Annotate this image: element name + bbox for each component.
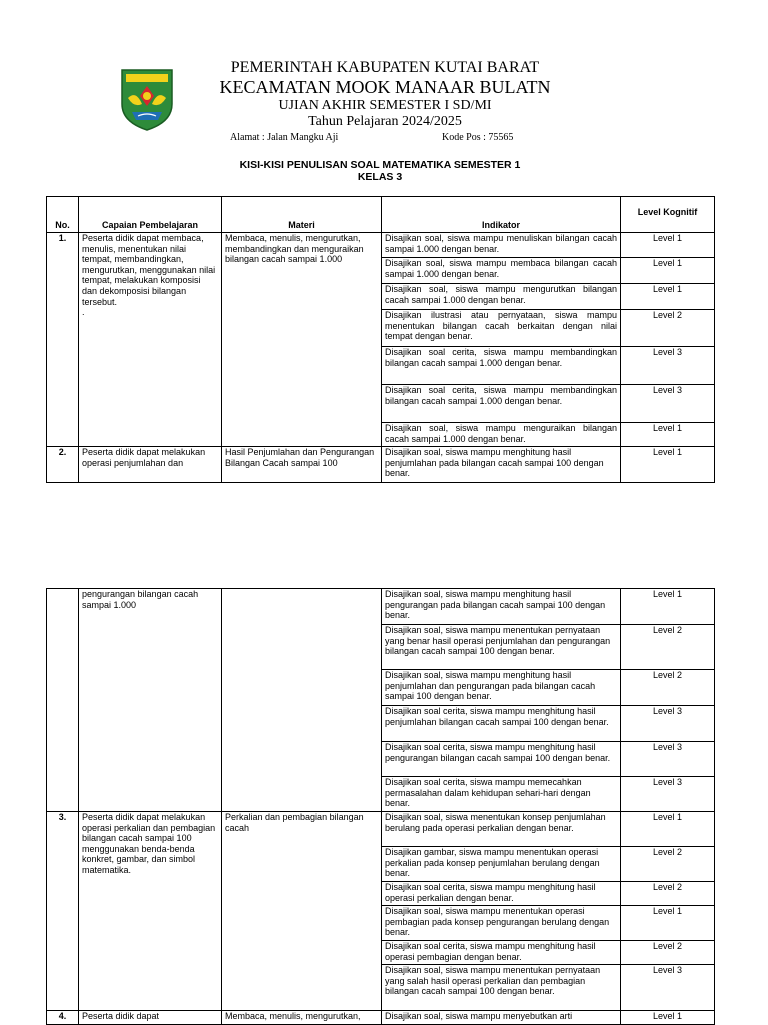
letterhead-line-2: KECAMATAN MOOK MANAAR BULATN bbox=[219, 77, 551, 97]
level-kognitif: Level 1 bbox=[621, 423, 715, 447]
table-row bbox=[47, 589, 715, 625]
indikator: Disajikan soal, siswa mampu mengurutkan bilangan cacah sampai 1.000 dengan benar. bbox=[382, 284, 621, 310]
table-header-row bbox=[47, 197, 715, 233]
level-kognitif: Level 1 bbox=[621, 906, 715, 941]
row-number: 3. bbox=[47, 812, 79, 1011]
level-kognitif: Level 1 bbox=[621, 233, 715, 258]
indikator: Disajikan soal, siswa mampu menghitung hasil penjumlahan pada bilangan cacah sampai 100 dengan benar. bbox=[382, 447, 621, 483]
letterhead-line-3: UJIAN AKHIR SEMESTER I SD/MI bbox=[278, 98, 492, 113]
table-row bbox=[47, 1011, 715, 1025]
table-row bbox=[47, 812, 715, 847]
level-kognitif: Level 2 bbox=[621, 625, 715, 670]
kisi-kisi-table-page-1 bbox=[46, 196, 715, 483]
row-number: 4. bbox=[47, 1011, 79, 1025]
indikator: Disajikan soal cerita, siswa mampu memecahkan permasalahan dalam kehidupan sehari-hari dengan benar. bbox=[382, 777, 621, 812]
column-header-indikator: Indikator bbox=[382, 197, 621, 233]
column-header-materi: Materi bbox=[222, 197, 382, 233]
letterhead bbox=[200, 58, 570, 130]
indikator: Disajikan ilustrasi atau pernyataan, siswa mampu menentukan bilangan cacah berkaitan dengan nilai tempat dengan benar. bbox=[382, 310, 621, 347]
indikator: Disajikan soal cerita, siswa mampu menghitung hasil pengurangan bilangan cacah sampai 100 dengan benar. bbox=[382, 742, 621, 777]
indikator: Disajikan soal, siswa mampu menuliskan bilangan cacah sampai 1.000 dengan benar. bbox=[382, 233, 621, 258]
indikator: Disajikan gambar, siswa mampu menentukan operasi perkalian pada konsep penjumlahan berulang dengan benar. bbox=[382, 847, 621, 882]
level-kognitif: Level 3 bbox=[621, 965, 715, 1011]
indikator: Disajikan soal cerita, siswa mampu membandingkan bilangan cacah sampai 1.000 dengan benar. bbox=[382, 347, 621, 385]
indikator: Disajikan soal, siswa mampu menentukan pernyataan yang benar hasil operasi penjumlahan dan pengurangan bilangan cacah sampai 100 dengan benar. bbox=[382, 625, 621, 670]
indikator: Disajikan soal cerita, siswa mampu menghitung hasil operasi pembagian dengan benar. bbox=[382, 941, 621, 965]
level-kognitif: Level 2 bbox=[621, 941, 715, 965]
materi: Membaca, menulis, mengurutkan, membandingkan dan menguraikan bilangan cacah sampai 1.000 bbox=[222, 233, 382, 447]
cp-dot: . bbox=[82, 307, 85, 318]
level-kognitif: Level 1 bbox=[621, 1011, 715, 1025]
level-kognitif: Level 1 bbox=[621, 447, 715, 483]
level-kognitif: Level 1 bbox=[621, 589, 715, 625]
materi: Hasil Penjumlahan dan Pengurangan Bilangan Cacah sampai 100 bbox=[222, 447, 382, 483]
kutai-barat-logo bbox=[118, 64, 176, 132]
indikator: Disajikan soal, siswa mampu menghitung hasil penjumlahan dan pengurangan pada bilangan cacah sampai 100 dengan benar. bbox=[382, 670, 621, 706]
indikator: Disajikan soal, siswa mampu menguraikan bilangan cacah sampai 1.000 dengan benar. bbox=[382, 423, 621, 447]
level-kognitif: Level 3 bbox=[621, 385, 715, 423]
cp-text: Peserta didik dapat membaca, menulis, menentukan nilai tempat, membandingkan, mengurutkan, menggunakan nilai tempat, melakukan komposisi dan dekomposisi bilangan tersebut. bbox=[82, 233, 216, 307]
row-number: 1. bbox=[47, 233, 79, 447]
level-kognitif: Level 3 bbox=[621, 706, 715, 742]
indikator: Disajikan soal cerita, siswa mampu menghitung hasil penjumlahan bilangan cacah sampai 100 dengan benar. bbox=[382, 706, 621, 742]
address: Alamat : Jalan Mangku Aji bbox=[230, 132, 339, 143]
indikator: Disajikan soal, siswa mampu menentukan pernyataan yang salah hasil operasi perkalian dan pembagian bilangan cacah sampai 100 dengan benar. bbox=[382, 965, 621, 1011]
table-row bbox=[47, 233, 715, 258]
capaian-pembelajaran bbox=[79, 233, 222, 447]
document-subtitle: KELAS 3 bbox=[357, 171, 403, 183]
capaian-pembelajaran: pengurangan bilangan cacah sampai 1.000 bbox=[79, 589, 222, 812]
indikator: Disajikan soal, siswa mampu menentukan operasi pembagian pada konsep pengurangan berulang dengan benar. bbox=[382, 906, 621, 941]
level-kognitif: Level 2 bbox=[621, 670, 715, 706]
indikator: Disajikan soal cerita, siswa mampu menghitung hasil operasi perkalian dengan benar. bbox=[382, 882, 621, 906]
level-kognitif: Level 2 bbox=[621, 882, 715, 906]
postal-code: Kode Pos : 75565 bbox=[442, 132, 514, 143]
level-kognitif: Level 3 bbox=[621, 742, 715, 777]
level-kognitif: Level 3 bbox=[621, 777, 715, 812]
capaian-pembelajaran: Peserta didik dapat melakukan operasi perkalian dan pembagian bilangan cacah sampai 100 menggunakan benda-benda konkret, gambar, dan simbol matematika. bbox=[79, 812, 222, 1011]
capaian-pembelajaran: Peserta didik dapat melakukan operasi penjumlahan dan bbox=[79, 447, 222, 483]
kisi-kisi-table-page-2 bbox=[46, 588, 715, 1025]
document-title: KISI-KISI PENULISAN SOAL MATEMATIKA SEMESTER 1 bbox=[239, 159, 521, 171]
column-header-no: No. bbox=[47, 197, 79, 233]
level-kognitif: Level 1 bbox=[621, 284, 715, 310]
table-row bbox=[47, 447, 715, 483]
level-kognitif: Level 3 bbox=[621, 347, 715, 385]
indikator: Disajikan soal cerita, siswa mampu membandingkan bilangan cacah sampai 1.000 dengan benar. bbox=[382, 385, 621, 423]
capaian-pembelajaran: Peserta didik dapat bbox=[79, 1011, 222, 1025]
materi: Perkalian dan pembagian bilangan cacah bbox=[222, 812, 382, 1011]
materi: Membaca, menulis, mengurutkan, bbox=[222, 1011, 382, 1025]
indikator: Disajikan soal, siswa menentukan konsep penjumlahan berulang pada operasi perkalian dengan benar. bbox=[382, 812, 621, 847]
column-header-level: Level Kognitif bbox=[621, 197, 715, 233]
row-number-empty bbox=[47, 589, 79, 812]
indikator: Disajikan soal, siswa mampu menyebutkan arti bbox=[382, 1011, 621, 1025]
row-number: 2. bbox=[47, 447, 79, 483]
letterhead-line-4: Tahun Pelajaran 2024/2025 bbox=[308, 114, 462, 129]
level-kognitif: Level 1 bbox=[621, 812, 715, 847]
column-header-cp: Capaian Pembelajaran bbox=[79, 197, 222, 233]
level-kognitif: Level 1 bbox=[621, 258, 715, 284]
level-kognitif: Level 2 bbox=[621, 310, 715, 347]
indikator: Disajikan soal, siswa mampu membaca bilangan cacah sampai 1.000 dengan benar. bbox=[382, 258, 621, 284]
letterhead-line-1: PEMERINTAH KABUPATEN KUTAI BARAT bbox=[230, 59, 540, 76]
level-kognitif: Level 2 bbox=[621, 847, 715, 882]
indikator: Disajikan soal, siswa mampu menghitung hasil pengurangan pada bilangan cacah sampai 100 dengan benar. bbox=[382, 589, 621, 625]
materi-empty bbox=[222, 589, 382, 812]
